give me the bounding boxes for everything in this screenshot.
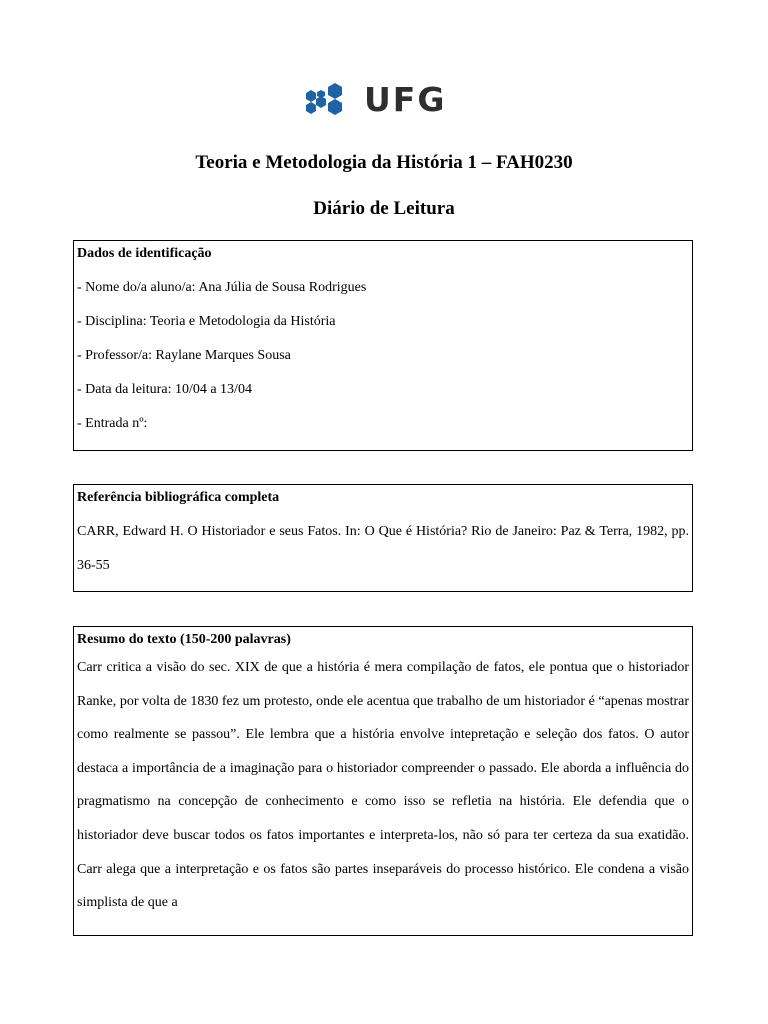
reading-date-field: [77, 380, 689, 400]
discipline-field: [77, 312, 689, 332]
logo-text: UFG: [364, 79, 447, 119]
entry-number-field: [77, 414, 689, 434]
field-label: - Nome do/a aluno/a:: [77, 280, 196, 295]
student-name-field: [77, 278, 689, 298]
summary-heading: Resumo do texto (150-200 palavras): [77, 632, 291, 647]
field-label: - Entrada nº:: [77, 416, 148, 431]
ufg-logo: [302, 74, 478, 124]
field-label: - Professor/a:: [77, 348, 153, 363]
reference-text: CARR, Edward H. O Historiador e seus Fatos. In: O Que é História? Rio de Janeiro: Paz & Terra, 1982, pp. 36-55: [77, 524, 689, 573]
identification-box: [73, 240, 693, 451]
hexagon-cluster-icon: [302, 79, 358, 119]
field-label: - Disciplina:: [77, 314, 147, 329]
field-label: - Data da leitura:: [77, 382, 172, 397]
field-value: 10/04 a 13/04: [174, 382, 252, 397]
field-value: Ana Júlia de Sousa Rodrigues: [198, 280, 367, 295]
reference-box: [73, 484, 693, 592]
summary-box: [73, 626, 693, 936]
field-value: Teoria e Metodologia da História: [149, 314, 336, 329]
document-title: Diário de Leitura: [313, 198, 455, 219]
field-value: Raylane Marques Sousa: [155, 348, 291, 363]
reference-heading: Referência bibliográfica completa: [77, 490, 280, 505]
course-title: Teoria e Metodologia da História 1 – FAH0230: [195, 152, 573, 173]
professor-field: [77, 346, 689, 366]
summary-text: Carr critica a visão do sec. XIX de que a história é mera compilação de fatos, ele pontua que o historiador Ranke, por volta de 1830 fez um protesto, onde ele acentua que trabalho de um historiador é “apenas mostrar como realmente se passou”. Ele lembra que a história envolve intepretação e seleção dos fatos. O autor destaca a importância de a imaginação para o historiador compreender o passado. Ele aborda a influência do pragmatismo na concepção de conhecimento e como isso se refletia na história. Ele defendia que o historiador deve buscar todos os fatos importantes e interpreta-los, não só para ter certeza da sua exatidão. Carr alega que a interpretação e os fatos são partes inseparáveis do processo histórico. Ele condena a visão simplista de que a: [77, 660, 689, 911]
identification-heading: Dados de identificação: [77, 246, 212, 261]
